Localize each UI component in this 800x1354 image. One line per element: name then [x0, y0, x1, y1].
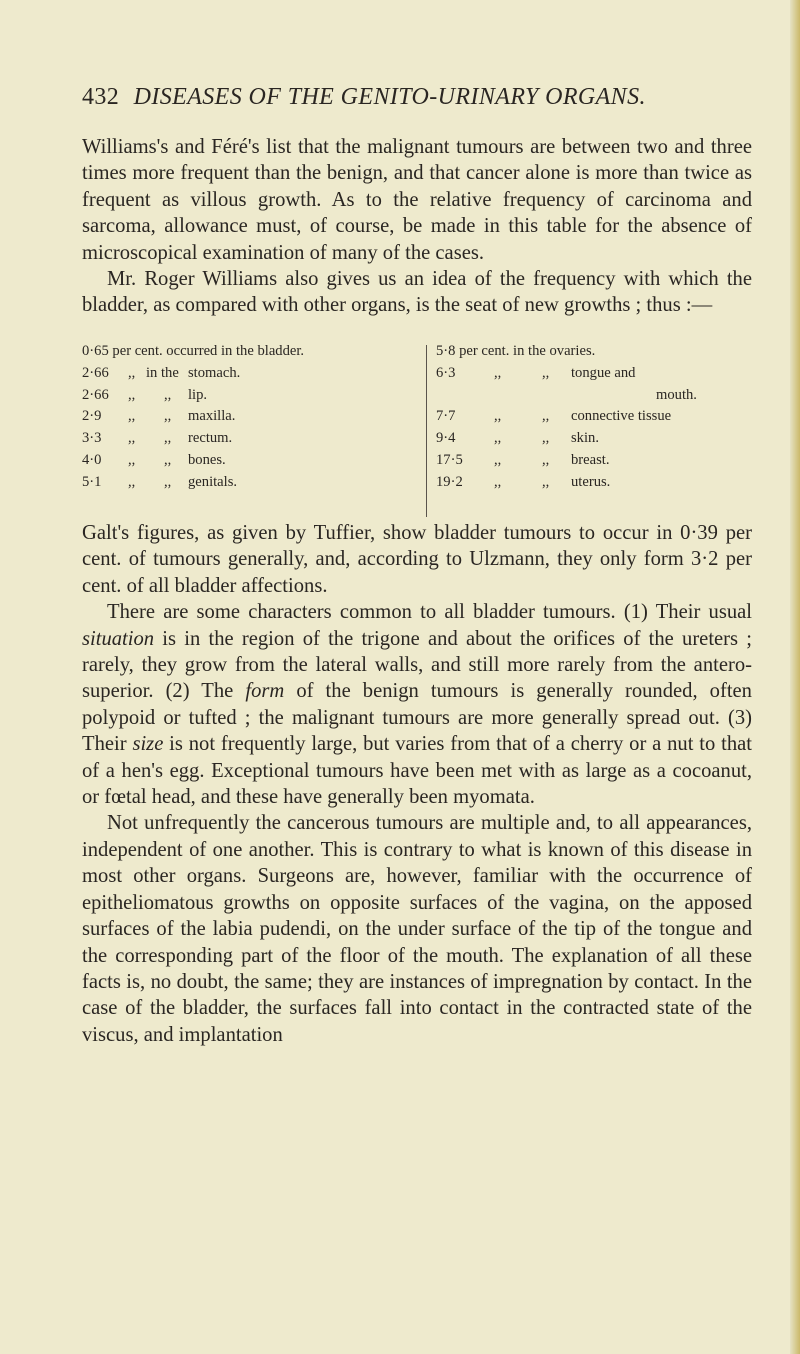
paragraph-multiple: Not unfrequently the cancerous tumours are multiple and, to all appearances, independent of one another. This is contrary to what is known of this disease in most other organs. Surgeons are, however, familiar with the occurrence of epitheliomatous growths on opposite surfaces of the vagina, on the apposed surfaces of the labia pudendi, on the under surface of the tip of the tongue and the corresponding part of the floor of the mouth. The explanation of all these facts is, no doubt, the same; they are instances of impregnation by contact. In the case of the bladder, the surfaces fall into contact in the contracted state of the viscus, and implantation	[82, 812, 752, 1046]
table-row	[436, 341, 766, 363]
intro-text	[82, 134, 752, 319]
table-left-column	[82, 341, 422, 494]
ditto-mark: ,,	[164, 473, 172, 490]
ditto-mark: ,,	[542, 473, 550, 490]
percent-value: 2·9	[82, 408, 102, 425]
ditto-mark: ,,	[542, 430, 550, 447]
table-row	[436, 363, 766, 385]
table-row	[82, 385, 422, 407]
percent-value: 5·8	[436, 343, 456, 359]
ditto-mark: ,,	[128, 408, 136, 425]
ditto-mark: ,,	[542, 364, 550, 381]
percent-value: 17·5	[436, 451, 463, 468]
table-row	[82, 341, 422, 363]
organ-label: bones.	[188, 451, 226, 468]
table-row	[82, 406, 422, 428]
ditto-mark: ,,	[164, 386, 172, 403]
organ-label: lip.	[188, 386, 208, 403]
organ-label: skin.	[571, 430, 599, 447]
ditto-mark: ,,	[494, 451, 502, 468]
organ-label: genitals.	[188, 473, 238, 490]
paragraph-roger-williams: Mr. Roger Williams also gives us an idea of the frequency with which the bladder, as compared with other organs, is the seat of new growths ; thus :—	[82, 268, 752, 317]
table-row	[436, 385, 766, 407]
text-run: is in the region of the trigone and about the orifices of the ureters ; rarely, they grow from the lateral walls, and still more rarely from the antero-superior. (2) The	[82, 627, 752, 703]
ditto-mark: ,,	[542, 408, 550, 425]
emphasis-size: size	[132, 733, 164, 756]
ditto-mark: ,,	[128, 430, 136, 447]
percent-value: 19·2	[436, 473, 463, 490]
organ-label: breast.	[571, 451, 610, 468]
table-right-column	[436, 341, 766, 494]
ditto-mark: ,,	[164, 451, 172, 468]
text-run: is not frequently large, but varies from that of a cherry or a nut to that of a hen's egg. Exceptional tumours have been met with as large as a cocoanut, or fœtal head, and these have generally been myomata.	[82, 733, 753, 809]
ditto-mark: ,,	[494, 408, 502, 425]
percent-value: 3·3	[82, 430, 102, 447]
table-row	[82, 472, 422, 494]
table-row	[436, 450, 766, 472]
ditto-mark: ,,	[164, 408, 172, 425]
column-divider	[426, 345, 427, 517]
organ-label: tongue and	[571, 364, 636, 381]
table-row	[82, 450, 422, 472]
organ-label: stomach.	[188, 364, 241, 381]
ditto-mark: in the	[146, 364, 179, 381]
percent-value: 9·4	[436, 430, 456, 447]
row-text: per cent. in the ovaries.	[459, 343, 596, 359]
table-row	[82, 363, 422, 385]
text-run: There are some characters common to all bladder tumours. (1) Their usual	[107, 601, 752, 624]
emphasis-situation: situation	[82, 627, 155, 650]
paragraph-characters	[82, 599, 752, 810]
ditto-mark: ,,	[164, 430, 172, 447]
organ-label: uterus.	[571, 473, 611, 490]
percent-value: 6·3	[436, 364, 456, 381]
percent-value: 4·0	[82, 451, 102, 468]
ditto-mark: ,,	[128, 473, 136, 490]
table-row	[82, 428, 422, 450]
organ-label-continued: mouth.	[656, 386, 697, 403]
ditto-mark: ,,	[128, 386, 136, 403]
row-text: per cent. occurred in the bladder.	[112, 343, 305, 359]
ditto-mark: ,,	[128, 364, 136, 381]
text-run: of the benign tumours is generally rounded, often polypoid or tufted ; the malignant tumours are more generally spread out. (3) Their	[82, 680, 752, 756]
ditto-mark: ,,	[494, 364, 502, 381]
organ-label: connective tissue	[571, 408, 672, 425]
page-edge	[790, 0, 800, 1354]
percent-value: 5·1	[82, 473, 102, 490]
percent-value: 2·66	[82, 364, 109, 381]
running-title: DISEASES OF THE GENITO-URINARY ORGANS.	[133, 84, 646, 110]
ditto-mark: ,,	[128, 451, 136, 468]
organ-label: maxilla.	[188, 408, 236, 425]
ditto-mark: ,,	[494, 430, 502, 447]
table-row	[436, 406, 766, 428]
paragraph-williams-fere: Williams's and Féré's list that the malignant tumours are between two and three times more frequent than the benign, and that cancer alone is more than twice as frequent as villous growth. As to the relative frequency of carcinoma and sarcoma, allowance must, of course, be made in this table for the absence of microscopical examination of many of the cases.	[82, 136, 752, 264]
organ-label: rectum.	[188, 430, 233, 447]
table-row	[436, 472, 766, 494]
percent-value: 7·7	[436, 408, 456, 425]
paragraph-galt: Galt's figures, as given by Tuffier, show bladder tumours to occur in 0·39 per cent. of tumours generally, and, according to Ulzmann, they only form 3·2 per cent. of all bladder affections.	[82, 522, 752, 597]
body-text	[82, 520, 752, 1048]
percent-value: 0·65	[82, 343, 109, 359]
page-number: 432	[82, 84, 120, 110]
running-header	[82, 84, 722, 111]
ditto-mark: ,,	[494, 473, 502, 490]
percent-value: 2·66	[82, 386, 109, 403]
table-row	[436, 428, 766, 450]
emphasis-form: form	[245, 680, 285, 703]
ditto-mark: ,,	[542, 451, 550, 468]
